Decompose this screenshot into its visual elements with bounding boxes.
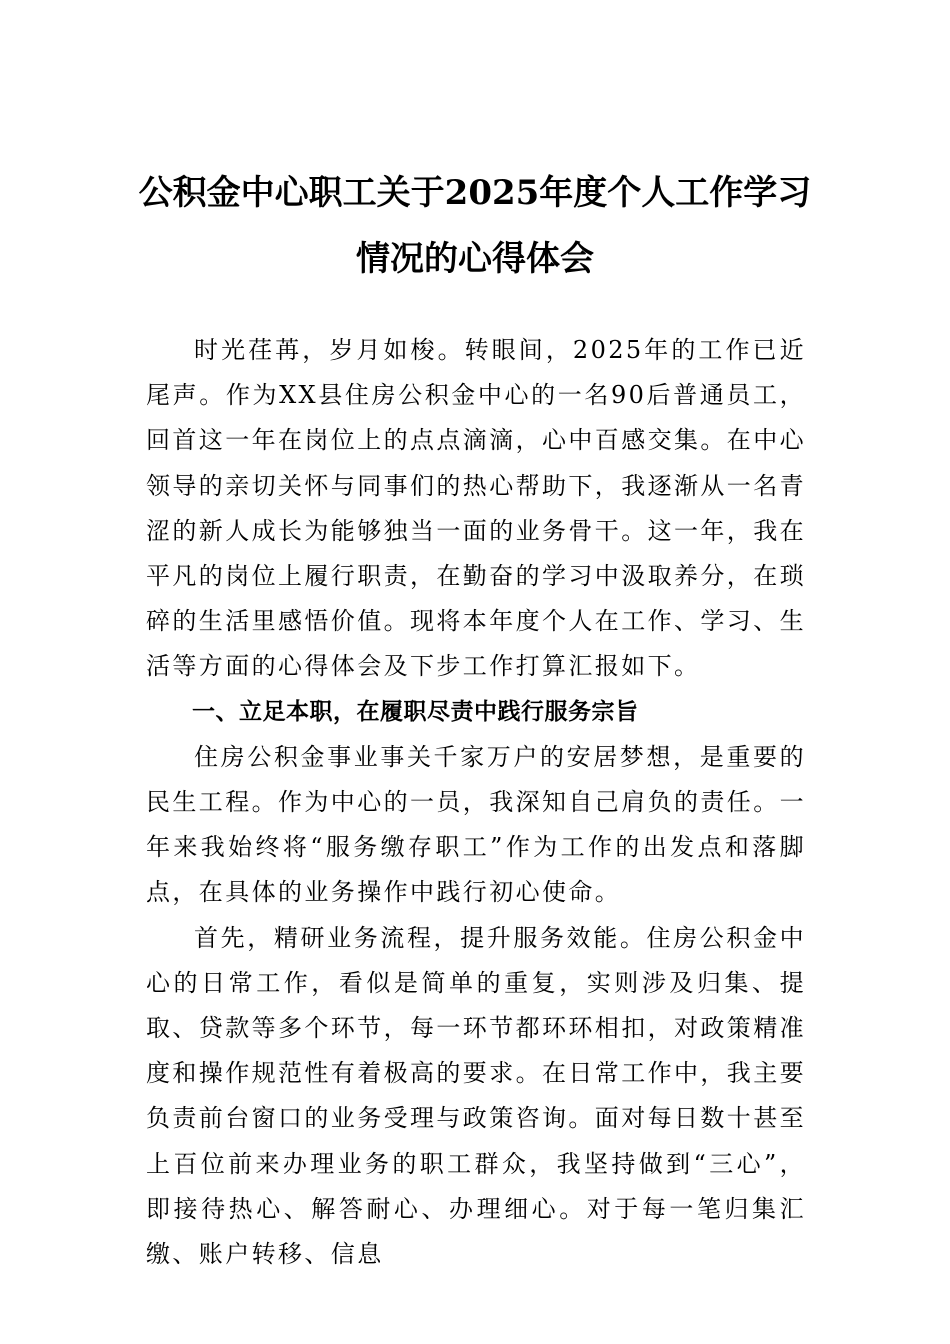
section-heading-1: 一、立足本职，在履职尽责中践行服务宗旨 [192,698,639,725]
document-title: 公积金中心职工关于2025年度个人工作学习情况的心得体会 [138,173,812,279]
document-body [146,328,806,1277]
intro-paragraph: 时光荏苒，岁月如梭。转眼间，2025年的工作已近尾声。作为XX县住房公积金中心的一名90后普通员工，回首这一年在岗位上的点点滴滴，心中百感交集。在中心领导的亲切关怀与同事们的热心帮助下，我逐渐从一名青涩的新人成长为能够独当一面的业务骨干。这一年，我在平凡的岗位上履行职责，在勤奋的学习中汲取养分，在琐碎的生活里感悟价值。现将本年度个人在工作、学习、生活等方面的心得体会及下步工作打算汇报如下。 [146,336,806,681]
section1-paragraph-2: 首先，精研业务流程，提升服务效能。住房公积金中心的日常工作，看似是简单的重复，实则涉及归集、提取、贷款等多个环节，每一环节都环环相扣，对政策精准度和操作规范性有着极高的要求。在日常工作中，我主要负责前台窗口的业务受理与政策咨询。面对每日数十甚至上百位前来办理业务的职工群众，我坚持做到“三心”，即接待热心、解答耐心、办理细心。对于每一笔归集汇缴、账户转移、信息 [146,923,806,1269]
section1-paragraph-1: 住房公积金事业事关千家万户的安居梦想，是重要的民生工程。作为中心的一员，我深知自己肩负的责任。一年来我始终将“服务缴存职工”作为工作的出发点和落脚点，在具体的业务操作中践行初心使命。 [146,742,806,907]
